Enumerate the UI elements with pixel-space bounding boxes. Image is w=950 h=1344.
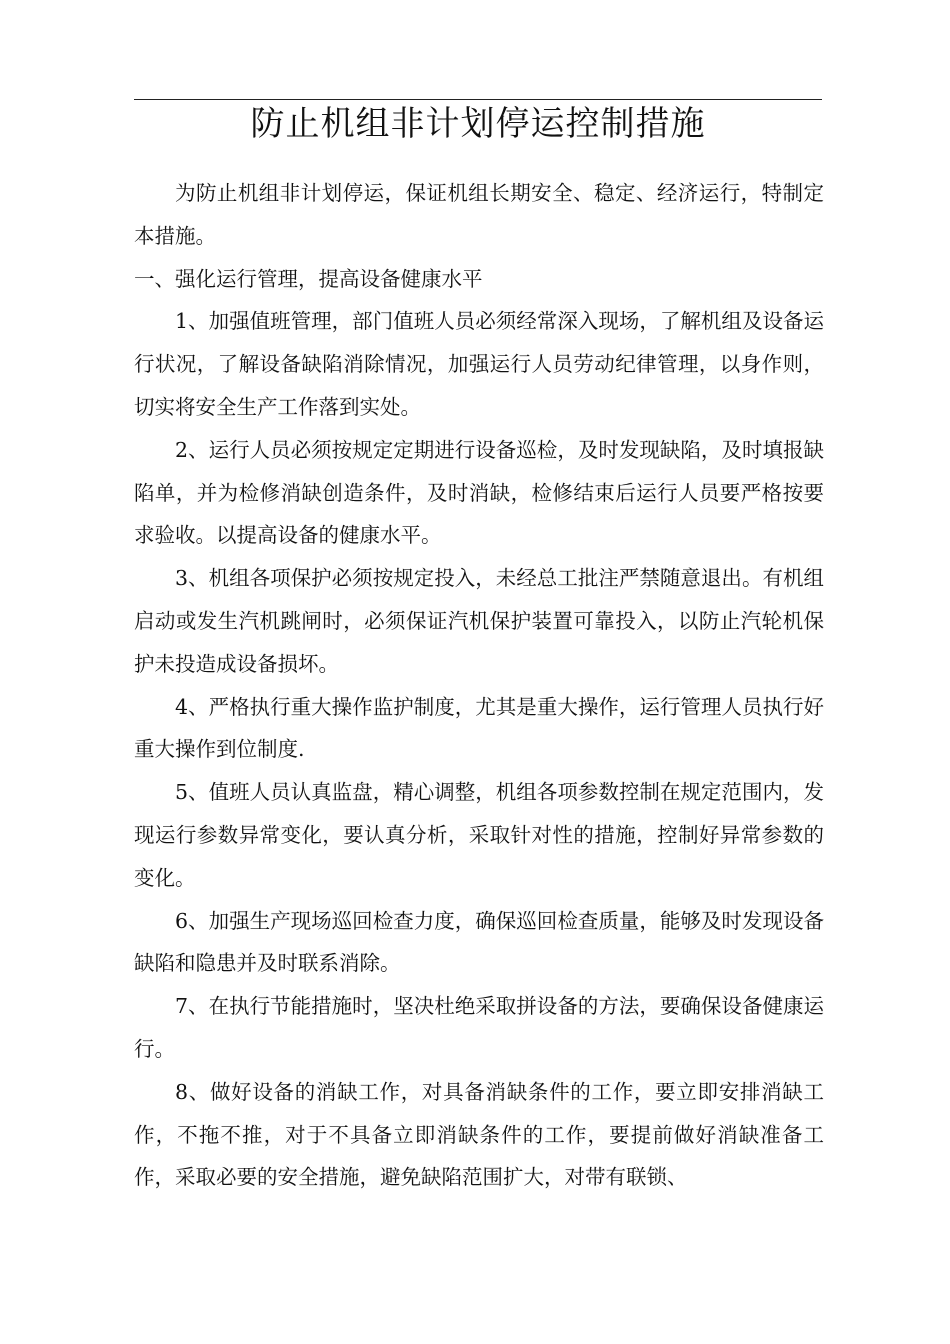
document-body xyxy=(134,172,824,1199)
list-item: 7、在执行节能措施时，坚决杜绝采取拼设备的方法，要确保设备健康运行。 xyxy=(134,994,824,1061)
document-title: 防止机组非计划停运控制措施 xyxy=(250,104,706,144)
list-item: 8、做好设备的消缺工作，对具备消缺条件的工作，要立即安排消缺工作，不拖不推，对于不具备立即消缺条件的工作，要提前做好消缺准备工作，采取必要的安全措施，避免缺陷范围扩大，对带有联锁、 xyxy=(134,1079,824,1190)
section-heading: 一、强化运行管理，提高设备健康水平 xyxy=(134,266,483,291)
list-item: 3、机组各项保护必须按规定投入，未经总工批注严禁随意退出。有机组启动或发生汽机跳闸时，必须保证汽机保护装置可靠投入，以防止汽轮机保护未投造成设备损坏。 xyxy=(134,566,824,676)
list-item: 2、运行人员必须按规定定期进行设备巡检，及时发现缺陷，及时填报缺陷单，并为检修消缺创造条件，及时消缺，检修结束后运行人员要严格按要求验收。以提高设备的健康水平。 xyxy=(134,437,824,548)
list-item: 5、值班人员认真监盘，精心调整，机组各项参数控制在规定范围内，发现运行参数异常变化，要认真分析，采取针对性的措施，控制好异常参数的变化。 xyxy=(134,780,824,890)
list-item: 6、加强生产现场巡回检查力度，确保巡回检查质量，能够及时发现设备缺陷和隐患并及时联系消除。 xyxy=(134,908,824,976)
intro-paragraph: 为防止机组非计划停运，保证机组长期安全、稳定、经济运行，特制定本措施。 xyxy=(134,181,824,248)
list-item: 1、加强值班管理，部门值班人员必须经常深入现场，了解机组及设备运行状况，了解设备缺陷消除情况，加强运行人员劳动纪律管理，以身作则，切实将安全生产工作落到实处。 xyxy=(134,309,824,419)
list-item: 4、严格执行重大操作监护制度，尤其是重大操作，运行管理人员执行好重大操作到位制度. xyxy=(134,694,824,762)
